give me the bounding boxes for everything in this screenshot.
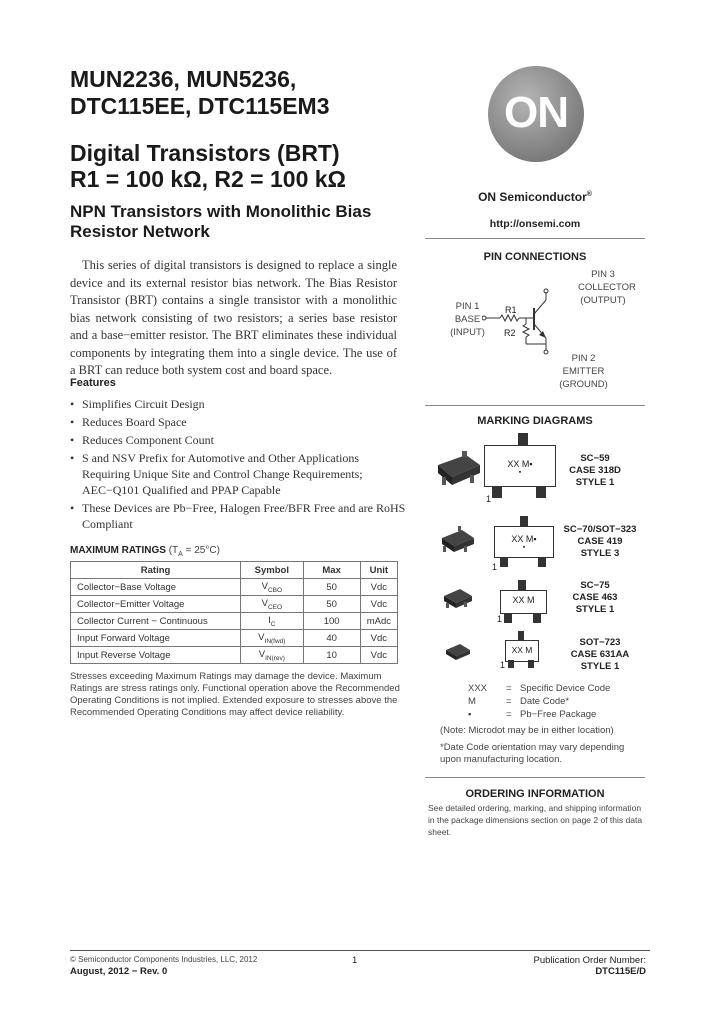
feature-item: • These Devices are Pb−Free, Halogen Free/BFR Free and are RoHS Compliant <box>70 501 406 531</box>
feature-item: • Reduces Board Space <box>70 415 187 429</box>
feature-item: • Reduces Component Count <box>70 433 214 447</box>
table-row: Input Reverse Voltage $V_{IN(rev)}$ 10 Vdc <box>71 647 398 664</box>
resistor-values: R1 = 100 kΩ, R2 = 100 kΩ <box>70 166 346 192</box>
legend-row: XXX = Specific Device Code <box>468 683 611 694</box>
bullet-icon: • <box>70 397 75 411</box>
table-header-row <box>71 562 398 579</box>
microdot-note: (Note: Microdot may be in either location) <box>440 725 614 736</box>
pin-lead <box>518 580 526 590</box>
transistor-schematic <box>482 288 592 360</box>
footer-divider <box>70 950 650 951</box>
pin1-label: PIN 1 BASE (INPUT) <box>450 301 485 338</box>
company-name: ON Semiconductor® <box>478 190 592 204</box>
max-ratings-table <box>70 561 398 664</box>
pin1-indicator: 1 <box>497 614 503 624</box>
pin-lead <box>504 613 512 623</box>
divider <box>425 238 645 239</box>
feature-item: • S and NSV Prefix for Automotive and Other Applications Requiring Unique Site and Control Change Requirements; AEC−Q101 Qualified and PPAP Capable <box>70 451 363 497</box>
bullet-icon: • <box>70 501 75 515</box>
col-rating: Rating <box>71 562 241 579</box>
device-description-line-2: Resistor Network <box>70 222 210 241</box>
pin-lead <box>518 433 528 445</box>
r2-label: R2 <box>504 328 516 338</box>
revision-date: August, 2012 − Rev. 0 <box>70 966 168 977</box>
device-title: Digital Transistors (BRT) <box>70 140 340 166</box>
sc75-marking-box: XX M <box>500 590 547 614</box>
pin-lead <box>492 486 502 498</box>
col-unit: Unit <box>360 562 397 579</box>
bullet-icon: • <box>70 451 75 465</box>
table-row: Collector Current − Continuous $I_C$ 100 mAdc <box>71 613 398 630</box>
table-row: Collector−Base Voltage $V_{CBO}$ 50 Vdc <box>71 579 398 596</box>
sot723-package-label: SOT−723 CASE 631AA STYLE 1 <box>570 637 630 672</box>
pin-lead <box>538 557 546 567</box>
sot723-marking-box: XX M <box>505 640 539 662</box>
pin1-indicator: 1 <box>492 562 498 572</box>
marking-diagrams-heading: MARKING DIAGRAMS <box>477 415 593 427</box>
feature-item: • Simplifies Circuit Design <box>70 397 205 411</box>
bullet-icon: • <box>70 433 75 447</box>
col-max: Max <box>303 562 360 579</box>
pin1-indicator: 1 <box>486 494 492 504</box>
sot723-package-icon <box>442 640 474 666</box>
date-code-note: *Date Code orientation may vary depending upon manufacturing location. <box>440 742 625 765</box>
features-heading: Features <box>70 377 116 389</box>
table-row: Collector−Emitter Voltage $V_{CEO}$ 50 Vdc <box>71 596 398 613</box>
intro-paragraph: This series of digital transistors is designed to replace a single device and its external resistor bias network. The Bias Resistor Transistor (BRT) contains a single transistor with a monolithic bias network consisting of two resistors; a series base resistor and a base−emitter resistor. The BRT eliminates these individual components by integrating them into a single device. The use of a BRT can reduce both system cost and board space. <box>70 258 397 377</box>
copyright: © Semiconductor Components Industries, LLC, 2012 <box>70 955 258 964</box>
device-description-line-1: NPN Transistors with Monolithic Bias <box>70 202 372 221</box>
publication-label: Publication Order Number: <box>533 955 646 966</box>
pin-lead <box>533 613 541 623</box>
ratings-note: Stresses exceeding Maximum Ratings may damage the device. Maximum Ratings are stress ratings only. Functional operation above the Recommended Operating Conditions is not implied. Extended exposure to stresses above the Recommended Operating Conditions may affect device reliability. <box>70 671 400 718</box>
publication-number: DTC115E/D <box>595 966 646 977</box>
sc70-package-icon <box>438 524 478 558</box>
sc70-package-label: SC−70/SOT−323 CASE 419 STYLE 3 <box>563 524 637 559</box>
pin-lead <box>508 660 514 668</box>
logo-text: ON <box>504 88 568 137</box>
page-number: 1 <box>352 955 358 966</box>
pin2-label: PIN 2 EMITTER (GROUND) <box>559 353 608 390</box>
marking-legend <box>468 682 648 721</box>
part-number-line-2: DTC115EE, DTC115EM3 <box>70 93 330 119</box>
on-semi-logo <box>488 66 584 162</box>
pin-lead <box>520 516 528 526</box>
ordering-text: See detailed ordering, marking, and shipping information in the package dimensions section on page 2 of this data sheet. <box>428 803 643 837</box>
pin3-label: PIN 3 COLLECTOR (OUTPUT) <box>578 269 636 306</box>
bullet-icon: • <box>70 415 75 429</box>
pin-lead <box>500 557 508 567</box>
part-number-line-1: MUN2236, MUN5236, <box>70 66 297 92</box>
pin-connections-heading: PIN CONNECTIONS <box>483 251 587 263</box>
legend-row: ▪ = Pb−Free Package <box>468 709 597 720</box>
sc70-marking-box: XX M▪ ▪ <box>494 526 554 558</box>
features-list <box>70 396 410 534</box>
divider <box>425 405 645 406</box>
max-ratings-heading: MAXIMUM RATINGS $(T_A = 25^\circ C)$ <box>70 545 220 558</box>
table-row: Input Forward Voltage $V_{IN(fwd)}$ 40 Vdc <box>71 630 398 647</box>
sc59-marking-box: XX M▪ ▪ <box>484 445 556 487</box>
ordering-heading: ORDERING INFORMATION <box>465 788 605 800</box>
sc59-package-icon <box>432 447 484 493</box>
sc75-package-icon <box>440 584 476 614</box>
pin1-indicator: 1 <box>500 660 506 670</box>
sc59-package-label: SC−59 CASE 318D STYLE 1 <box>569 453 621 488</box>
company-url[interactable]: http://onsemi.com <box>489 218 581 230</box>
pin-lead <box>536 486 546 498</box>
col-symbol: Symbol <box>241 562 303 579</box>
legend-row: M = Date Code* <box>468 696 570 707</box>
pin-lead <box>528 660 534 668</box>
r1-label: R1 <box>505 305 517 315</box>
sc75-package-label: SC−75 CASE 463 STYLE 1 <box>572 580 618 615</box>
divider <box>425 777 645 778</box>
